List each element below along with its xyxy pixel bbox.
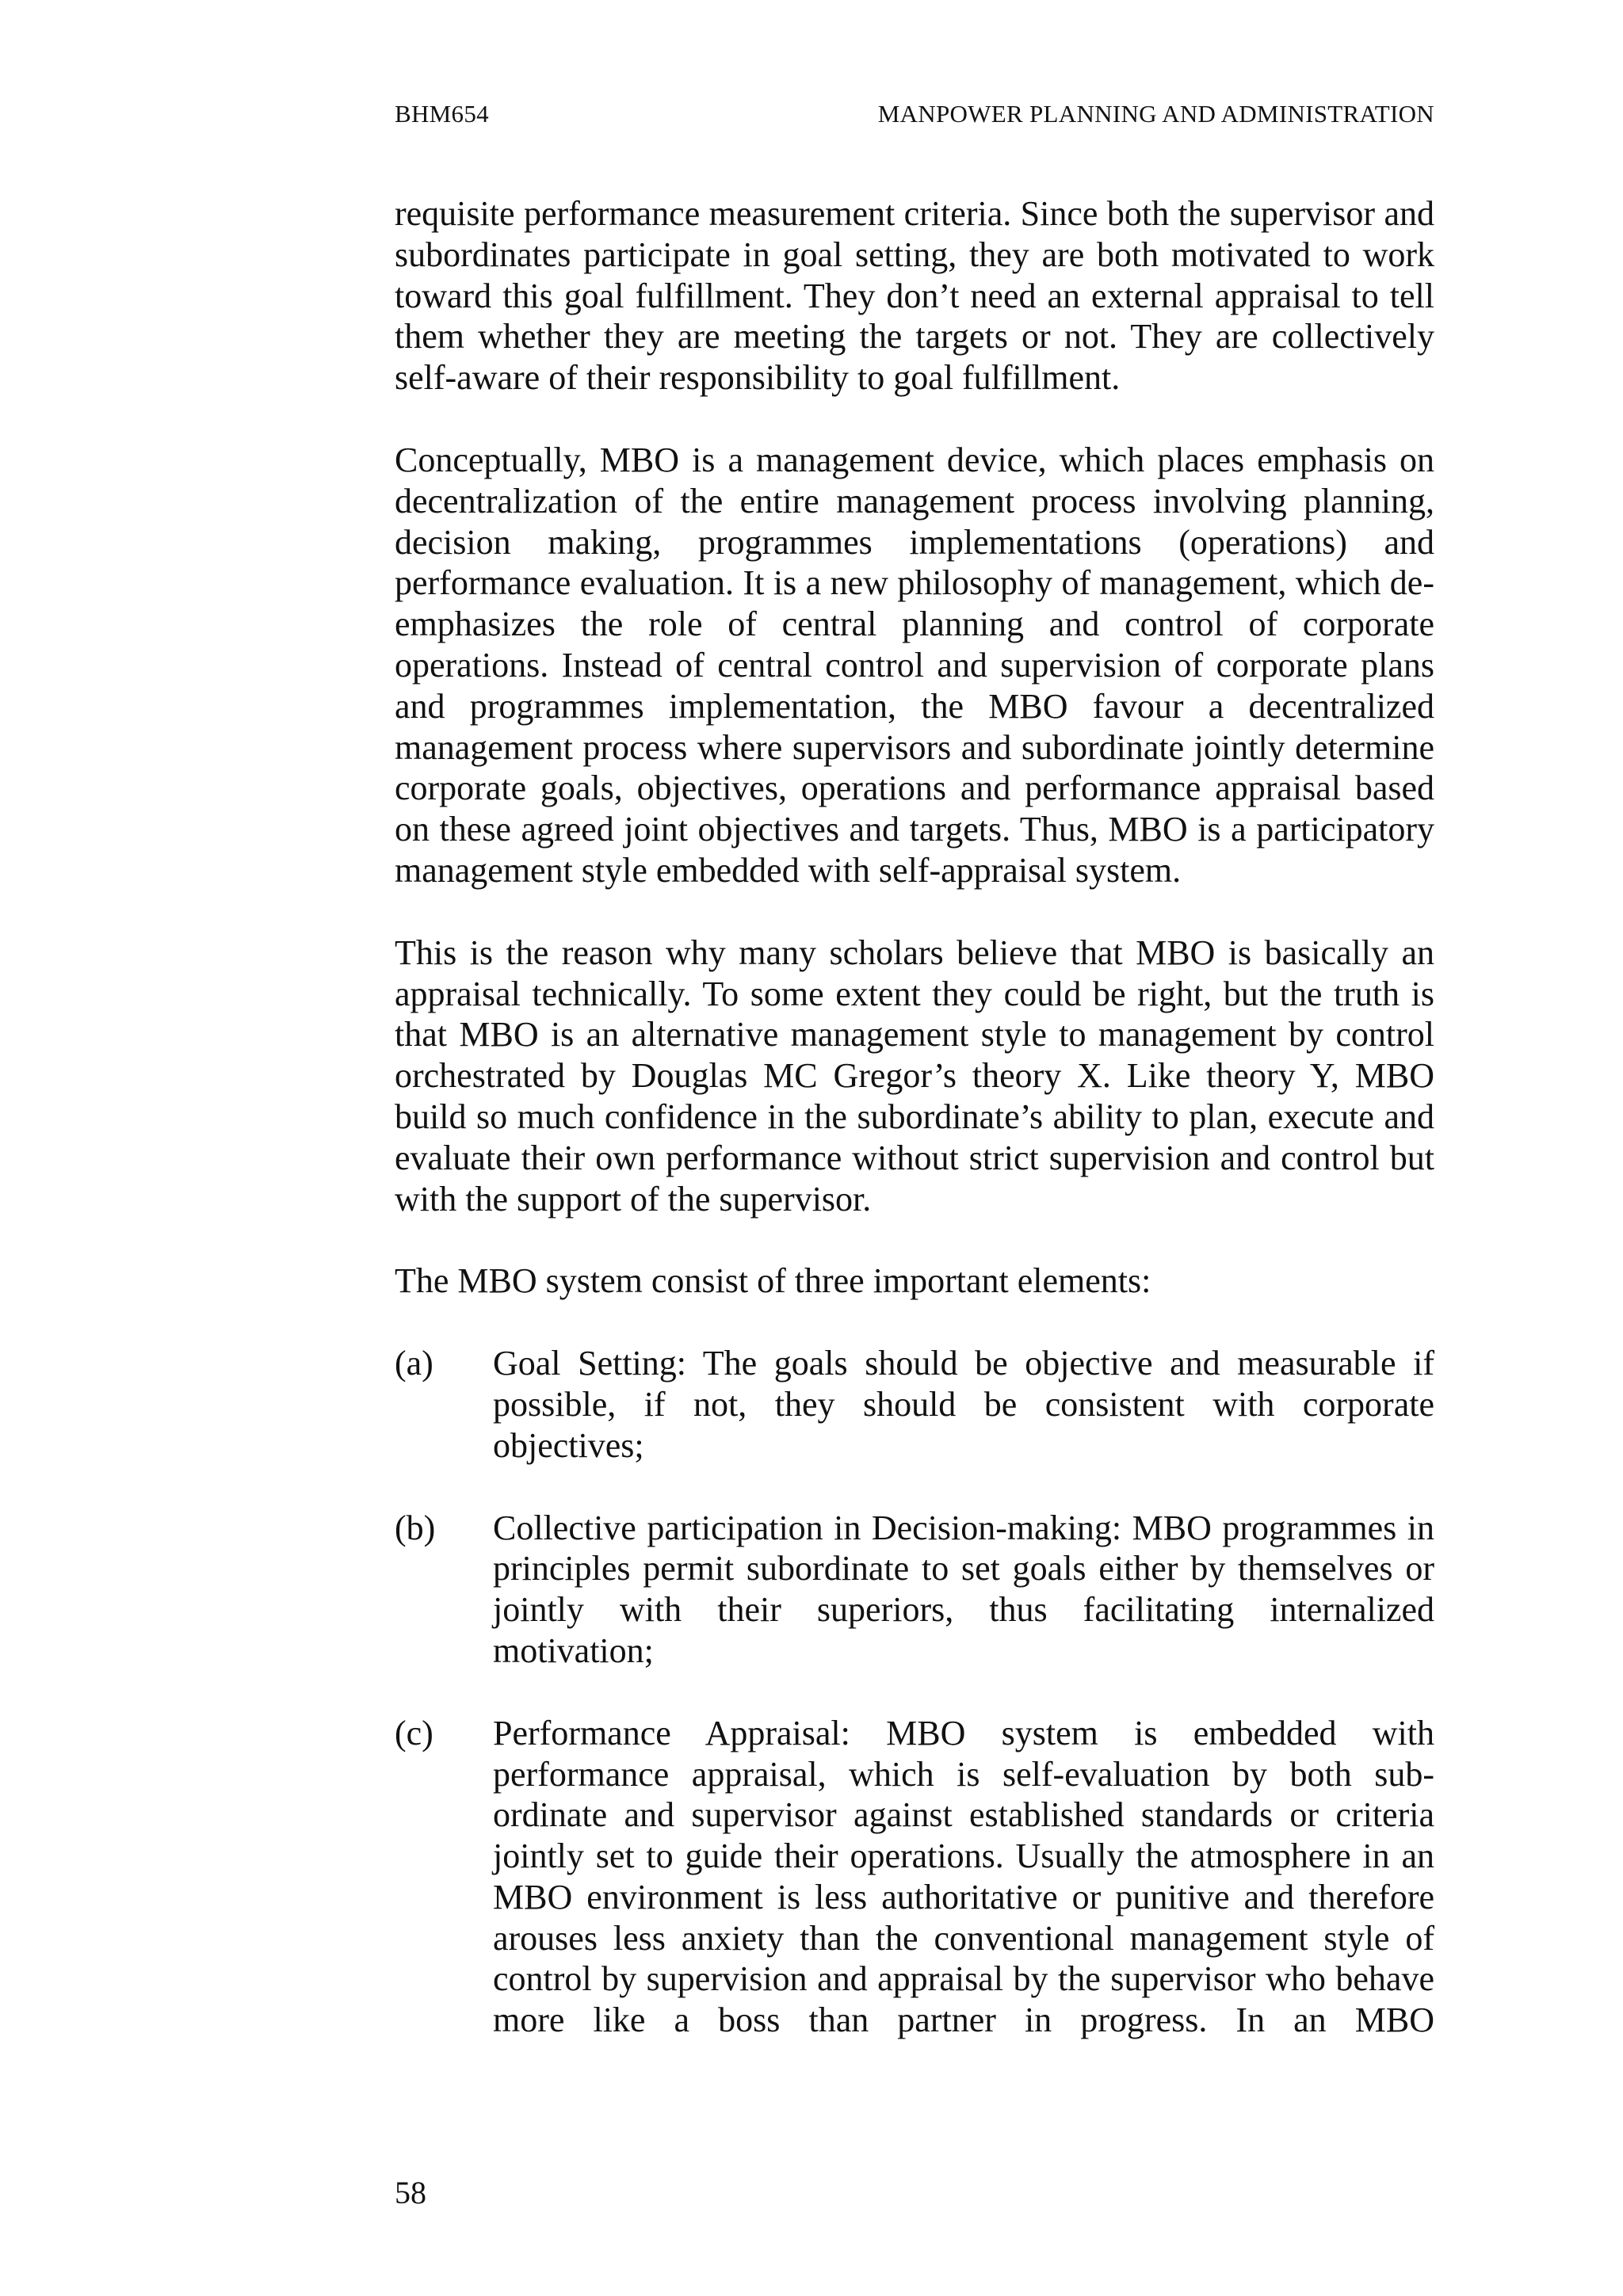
list-item-text: Collective participation in Decision-making: MBO programmes in principles permit subordinate to set goals either by themselves or jointly with their superiors, thus facilitating internalized motivation; (493, 1508, 1434, 1670)
paragraph-intro: requisite performance measurement criteria. Since both the supervisor and subordinates participate in goal setting, they are both motivated to work toward this goal fulfillment. They don’t need an external appraisal to tell them whether they are meeting the targets or not. They are collectively self-aware of their responsibility to goal fulfillment. (395, 194, 1434, 398)
list-item-label: (a) (395, 1344, 433, 1383)
paragraph-conceptually: Conceptually, MBO is a management device, which places emphasis on decentralization of the entire management process involving planning, decision making, programmes implementations (operations) and performance evaluation. It is a new philosophy of management, which de-emphasizes the role of central planning and control of corporate operations. Instead of central control and supervision of corporate plans and programmes implementation, the MBO favour a decentralized management process where supervisors and subordinate jointly determine corporate goals, objectives, operations and performance appraisal based on these agreed joint objectives and targets. Thus, MBO is a participatory management style embedded with self-appraisal system. (395, 440, 1434, 890)
list-item-collective-participation (395, 1508, 1434, 1672)
running-header (395, 100, 1434, 128)
body-content (395, 193, 1434, 2041)
list-item-performance-appraisal (395, 1713, 1434, 2041)
list-item-text: Performance Appraisal: MBO system is embedded with performance appraisal, which is self-evaluation by both sub-ordinate and supervisor against established standards or criteria jointly set to guide their operations. Usually the atmosphere in an MBO environment is less authoritative or punitive and therefore arouses less anxiety than the conventional management style of control by supervision and appraisal by the supervisor who behave more like a boss than partner in progress. In an MBO (493, 1713, 1434, 2040)
list-item-text: Goal Setting: The goals should be objective and measurable if possible, if not, they should be consistent with corporate objectives; (493, 1344, 1434, 1465)
course-code: BHM654 (395, 100, 489, 128)
paragraph-reason: This is the reason why many scholars believe that MBO is basically an appraisal technically. To some extent they could be right, but the truth is that MBO is an alternative management style to management by control orchestrated by Douglas MC Gregor’s theory X. Like theory Y, MBO build so much confidence in the subordinate’s ability to plan, execute and evaluate their own performance without strict supervision and control but with the support of the supervisor. (395, 933, 1434, 1219)
page-number: 58 (395, 2175, 426, 2210)
list-item-label: (c) (395, 1713, 433, 1753)
paragraph-elements-intro: The MBO system consist of three important elements: (395, 1261, 1151, 1301)
list-item-goal-setting (395, 1343, 1434, 1466)
course-title: MANPOWER PLANNING AND ADMINISTRATION (877, 100, 1434, 128)
list-item-label: (b) (395, 1508, 436, 1547)
